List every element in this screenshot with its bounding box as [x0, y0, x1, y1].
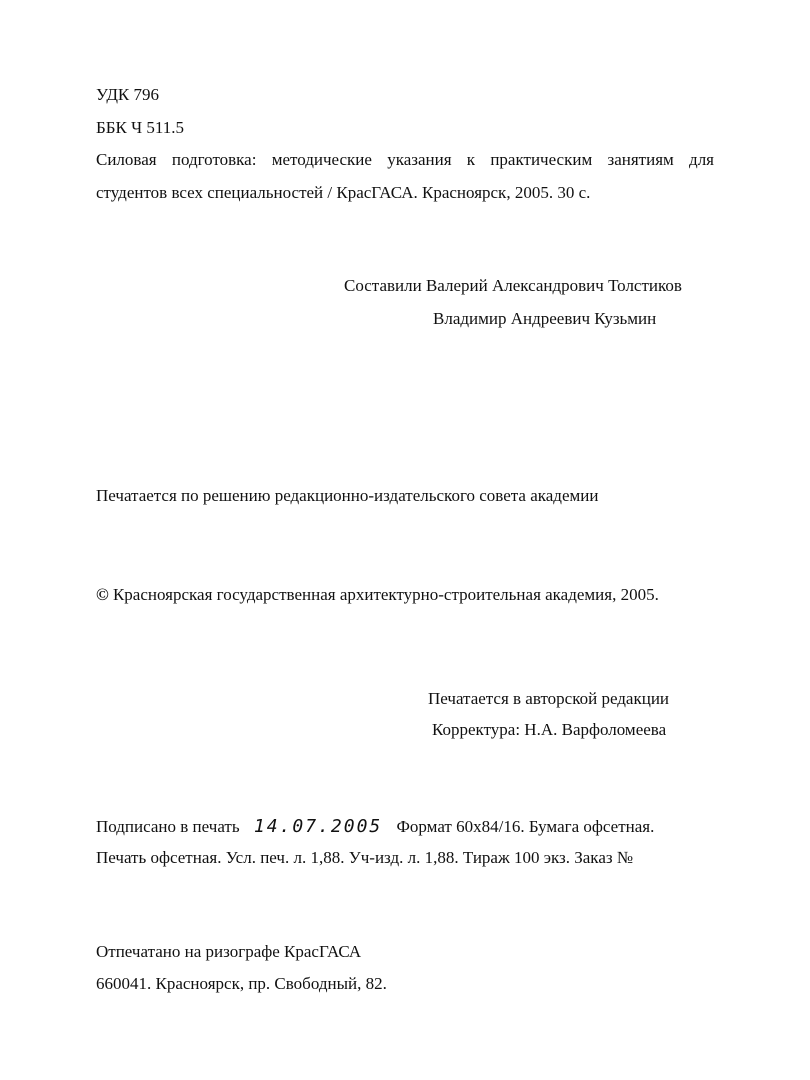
bbk-code: ББК Ч 511.5	[96, 118, 185, 137]
signed-label: Подписано в печать	[96, 817, 240, 836]
editorial-note: Печатается в авторской редакции	[428, 689, 670, 708]
copyright-notice	[96, 585, 659, 605]
printer-info-line-1: Отпечатано на ризографе КрасГАСА	[96, 942, 362, 961]
udk-code: УДК 796	[96, 85, 160, 104]
authors-line-1: Составили Валерий Александрович Толстиков	[344, 276, 682, 295]
print-specifications: Печать офсетная. Усл. печ. л. 1,88. Уч-изд. л. 1,88. Тираж 100 экз. Заказ №	[96, 848, 634, 867]
bibliographic-description-line-1: Силовая подготовка: методические указания к практическим занятиям для	[96, 150, 714, 169]
authors-line-2: Владимир Андреевич Кузьмин	[433, 309, 657, 328]
proofreader: Корректура: Н.А. Варфоломеева	[432, 720, 667, 739]
publication-approval: Печатается по решению редакционно-издательского совета академии	[96, 486, 599, 505]
bibliographic-description-line-2: студентов всех специальностей / КрасГАСА. Красноярск, 2005. 30 с.	[96, 183, 591, 202]
printer-address: 660041. Красноярск, пр. Свободный, 82.	[96, 974, 387, 993]
handwritten-date: 14.07.2005	[253, 816, 383, 837]
copyright-icon: ©	[96, 585, 109, 604]
copyright-text: Красноярская государственная архитектурно-строительная академия, 2005.	[112, 585, 659, 604]
signed-for-print-line	[96, 816, 654, 838]
paper-format: Формат 60x84/16. Бумага офсетная.	[396, 817, 655, 836]
